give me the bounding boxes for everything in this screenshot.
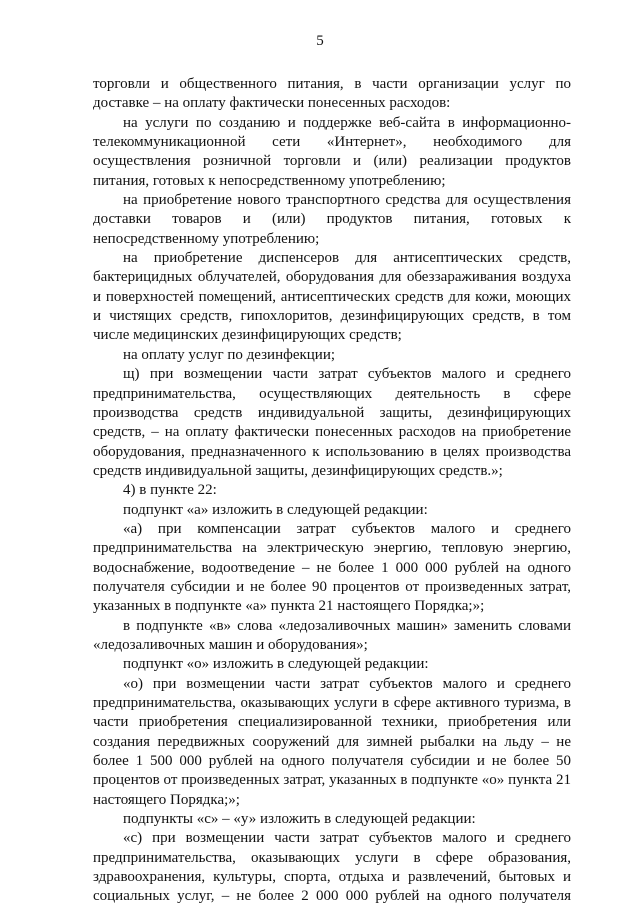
paragraph-subitem-a: «а) при компенсации затрат субъектов малого и среднего предпринимательства на электрическую энергию, тепловую энергию, водоснабжение, водоотведение – не более 1 000 000 рублей на одного получателя субсидии и не более 90 процентов от произведенных затрат, указанных в подпункте «а» пункта 21 настоящего Порядка;»; (93, 520, 571, 615)
page-number: 5 (316, 33, 324, 49)
paragraph-subitem-v: в подпункте «в» слова «ледозаливочных машин» заменить словами «ледозаливочных машин и оборудования»; (93, 617, 571, 653)
paragraph-subitem-shch: щ) при возмещении части затрат субъектов малого и среднего предпринимательства, осуществляющих деятельность в сфере производства средств индивидуальной защиты, дезинфицирующих средств, – на оплату фактически понесенных расходов на приобретение оборудования, предназначенного к использованию в целях производства средств индивидуальной защиты, дезинфицирующих средств.»; (93, 366, 571, 479)
paragraph-dispensers: на приобретение диспенсеров для антисептических средств, бактерицидных облучателей, оборудования для обеззараживания воздуха и поверхностей помещений, антисептических средств для кожи, моющих и чистящих средств, гипохлоритов, дезинфицирующих средств, в том числе медицинских дезинфицирующих средств; (93, 250, 571, 344)
paragraph-clause-22: 4) в пункте 22: (123, 482, 217, 499)
paragraph-subitems-s-u-intro: подпункты «с» – «у» изложить в следующей редакции: (123, 811, 476, 828)
paragraph-subitem-s: «с) при возмещении части затрат субъектов малого и среднего предпринимательства, оказывающих услуги в сфере образования, здравоохранения, культуры, спорта, отдыха и развлечений, бытовых и социальных услуг, – не более 2 000 000 рублей на одного получателя (93, 830, 571, 905)
paragraph-transport-purchase: на приобретение нового транспортного средства для осуществления доставки товаров и (или) продуктов питания, готовых к непосредственному употреблению; (93, 192, 571, 247)
paragraph-website-services: на услуги по созданию и поддержке веб-сайта в информационно-телекоммуникационной сети «Интернет», необходимого для осуществления розничной торговли и (или) реализации продуктов питания, готовых к непосредственному употреблению; (93, 114, 571, 189)
paragraph-subitem-o: «о) при возмещении части затрат субъектов малого и среднего предпринимательства, оказывающих услуги в сфере активного туризма, в части приобретения специализированной техники, приобретения или создания передвижных сооружений для зимней рыбалки на льду – не более 1 500 000 рублей на одного получателя субсидии и не более 50 процентов от произведенных затрат, указанных в подпункте «о» пункта 21 настоящего Порядка;»; (93, 675, 571, 808)
paragraph-disinfection: на оплату услуг по дезинфекции; (123, 346, 336, 363)
paragraph-subitem-o-intro: подпункт «о» изложить в следующей редакции: (123, 656, 429, 673)
paragraph-subitem-a-intro: подпункт «а» изложить в следующей редакции: (123, 501, 428, 518)
paragraph-continuation: торговли и общественного питания, в части организации услуг по доставке – на оплату фактически понесенных расходов: (93, 76, 571, 112)
document-body (93, 75, 571, 907)
